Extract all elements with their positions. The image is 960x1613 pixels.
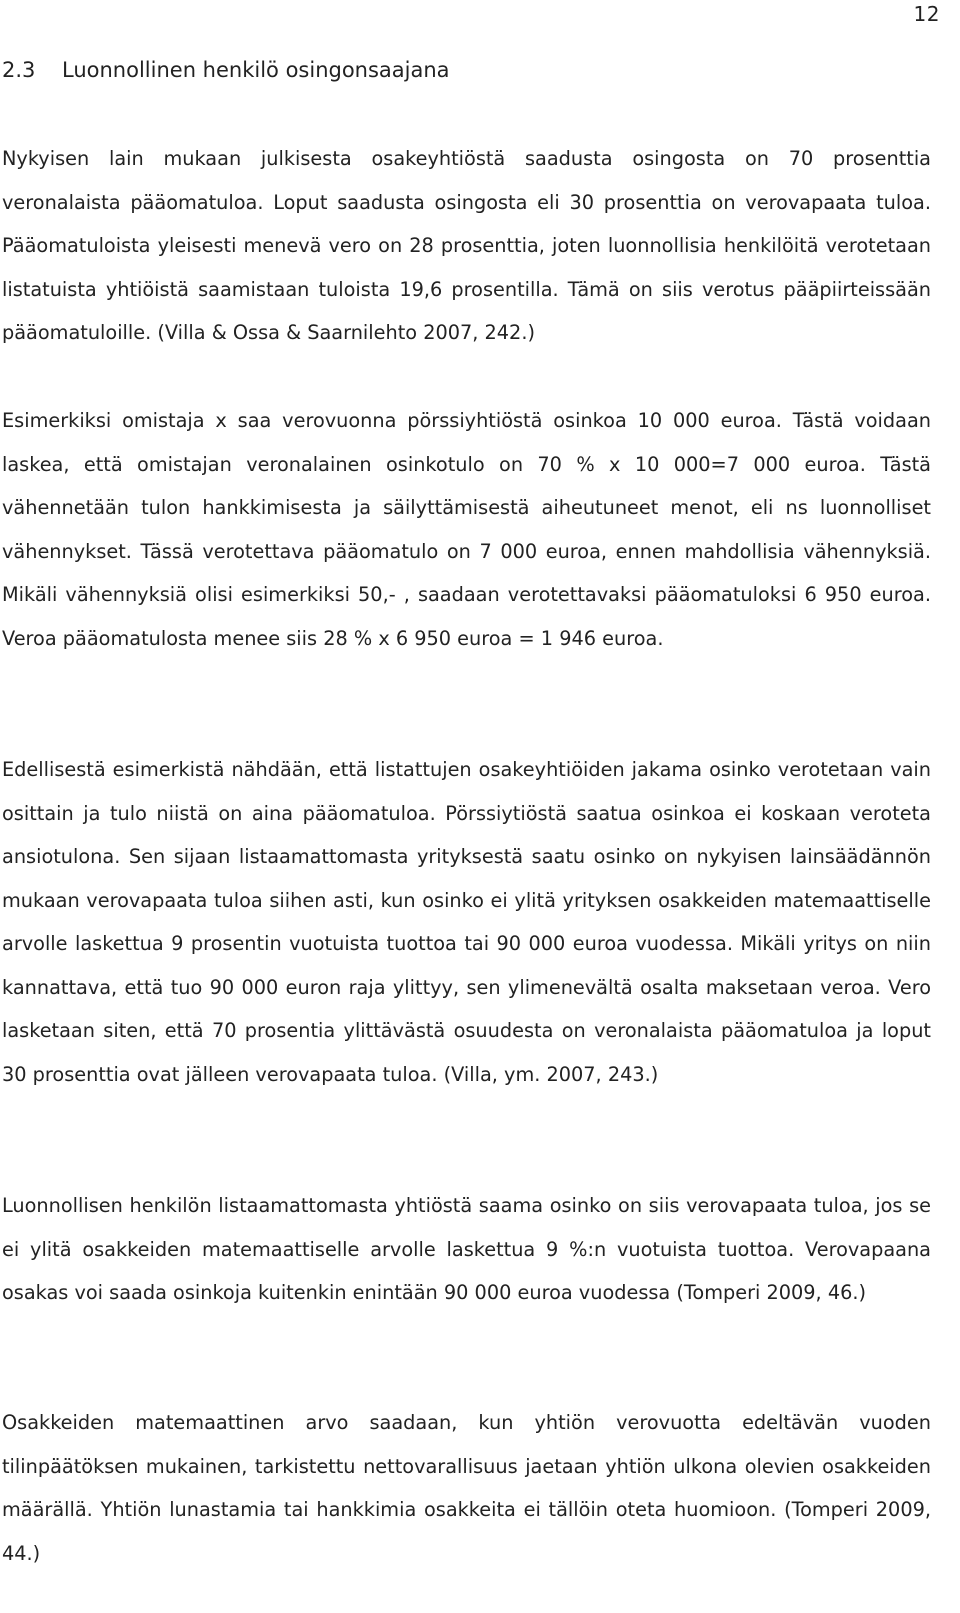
paragraph-tax-free-limit: Luonnollisen henkilön listaamattomasta yhtiöstä saama osinko on siis verovapaata tuloa, jos se ei ylitä osakkeiden matemaattiselle arvolle laskettua 9 %:n vuotuista tuottoa. Verovapaana osakas voi saada osinkoja kuitenkin enintään 90 000 euroa vuodessa (Tomperi 2009, 46.) <box>2 1194 931 1304</box>
paragraph-unlisted-company-dividends: Edellisestä esimerkistä nähdään, että listattujen osakeyhtiöiden jakama osinko verotetaan vain osittain ja tulo niistä on aina pääomatuloa. Pörssiytiöstä saatua osinkoa ei koskaan veroteta ansiotulona. Sen sijaan listaamattomasta yrityksestä saatu osinko on nykyisen lainsäädännön mukaan verovapaata tuloa siihen asti, kun osinko ei ylitä yrityksen osakkeiden matemaattiselle arvolle laskettua 9 prosentin vuotuista tuottoa tai 90 000 euroa vuodessa. Mikäli yritys on niin kannattava, että tuo 90 000 euron raja ylittyy, sen ylimenevältä osalta maksetaan veroa. Vero lasketaan siten, että 70 prosentia ylittävästä osuudesta on veronalaista pääomatuloa ja loput 30 prosenttia ovat jälleen verovapaata tuloa. (Villa, ym. 2007, 243.) <box>2 758 931 1086</box>
paragraph-dividend-taxation: Nykyisen lain mukaan julkisesta osakeyhtiöstä saadusta osingosta on 70 prosenttia veronalaista pääomatuloa. Loput saadusta osingosta eli 30 prosenttia on verovapaata tuloa. Pääomatuloista yleisesti menevä vero on 28 prosenttia, joten luonnollisia henkilöitä verotetaan listatuista yhtiöistä saamistaan tuloista 19,6 prosentilla. Tämä on siis verotus pääpiirteissään pääomatuloille. (Villa & Ossa & Saarnilehto 2007, 242.) <box>2 147 931 344</box>
section-title: Luonnollinen henkilö osingonsaajana <box>62 58 450 82</box>
paragraph-mathematical-value: Osakkeiden matemaattinen arvo saadaan, kun yhtiön verovuotta edeltävän vuoden tilinpäätöksen mukainen, tarkistettu nettovarallisuus jaetaan yhtiön ulkona olevien osakkeiden määrällä. Yhtiön lunastamia tai hankkimia osakkeita ei tällöin oteta huomioon. (Tomperi 2009, 44.) <box>2 1411 931 1565</box>
page-number: 12 <box>913 2 940 26</box>
section-heading <box>2 58 450 82</box>
section-number: 2.3 <box>2 58 36 82</box>
paragraph-example-calculation: Esimerkiksi omistaja x saa verovuonna pörssiyhtiöstä osinkoa 10 000 euroa. Tästä voidaan laskea, että omistajan veronalainen osinkotulo on 70 % x 10 000=7 000 euroa. Tästä vähennetään tulon hankkimisesta ja säilyttämisestä aiheutuneet menot, eli ns luonnolliset vähennykset. Tässä verotettava pääomatulo on 7 000 euroa, ennen mahdollisia vähennyksiä. Mikäli vähennyksiä olisi esimerkiksi 50,- , saadaan verotettavaksi pääomatuloksi 6 950 euroa. Veroa pääomatulosta menee siis 28 % x 6 950 euroa = 1 946 euroa. <box>2 409 931 650</box>
